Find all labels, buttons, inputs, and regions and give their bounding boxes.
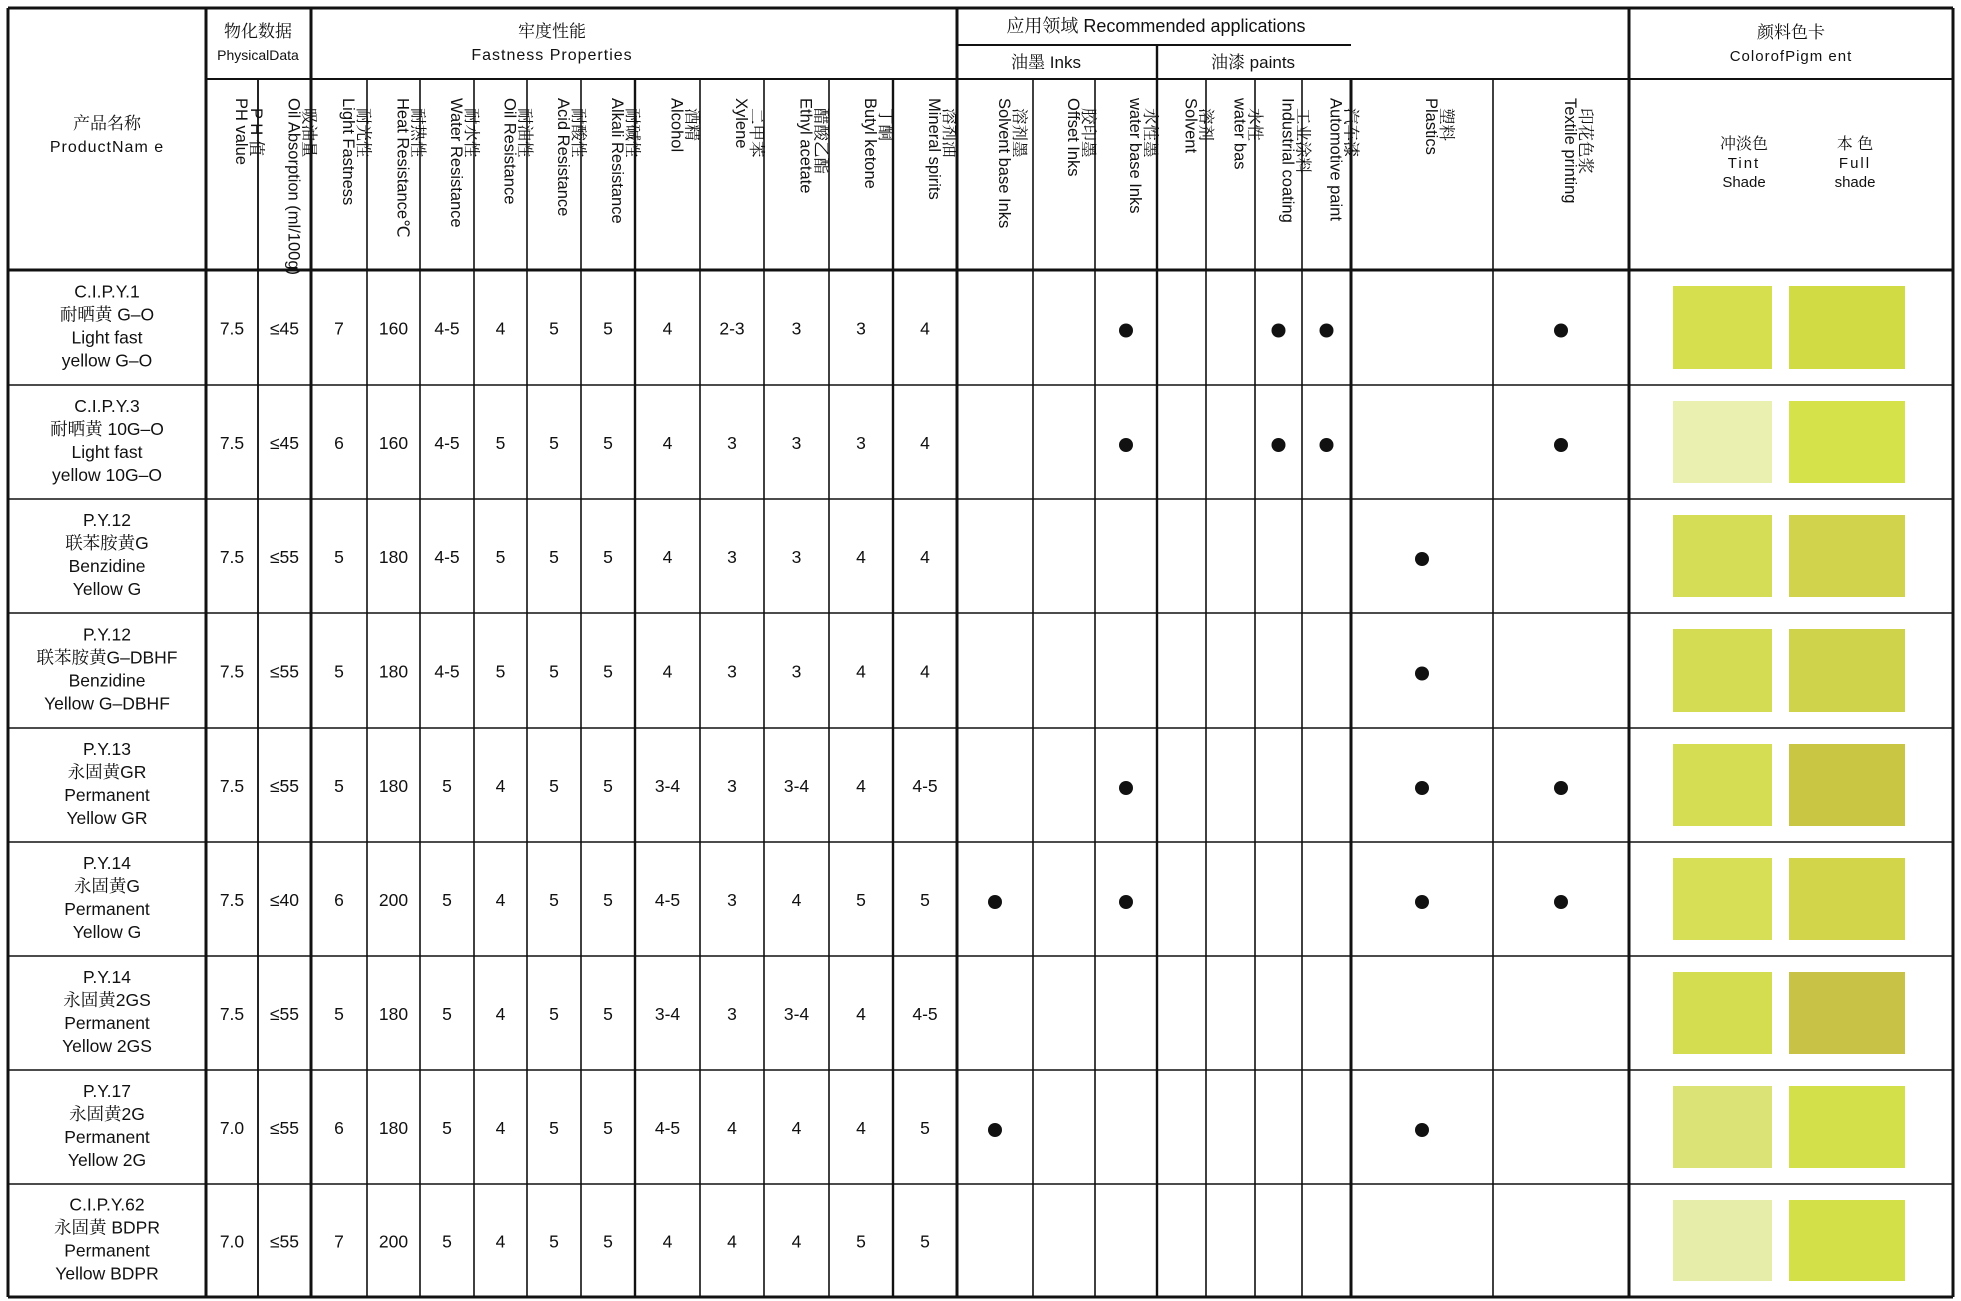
ethyl-header-en: Ethyl acetate (796, 98, 815, 194)
ind-application-dot (1272, 324, 1286, 338)
light-value: 6 (334, 890, 344, 910)
butyl-header-en: Butyl ketone (861, 98, 879, 189)
light-value: 5 (334, 547, 344, 567)
product-name-line: 联苯胺黄G–DBHF (36, 647, 178, 668)
wink-application-dot (1119, 324, 1133, 338)
mineral-value: 4 (920, 433, 930, 453)
product-name-line: Yellow G (72, 579, 142, 599)
auto-application-dot (1320, 324, 1334, 338)
oilres-value: 4 (495, 318, 506, 339)
ind-header-cn: 工业涂料 (1293, 108, 1312, 174)
xylene-value: 2-3 (719, 318, 745, 339)
acid-value: 5 (549, 890, 559, 910)
sink-header-cn: 溶剂墨 (1010, 108, 1028, 158)
solv-header-cn: 溶剂 (1196, 108, 1215, 141)
product-name-line: Yellow G–DBHF (44, 693, 170, 714)
plast-header-en: Plastics (1422, 98, 1440, 155)
auto-header-en: Automotive paint (1326, 98, 1345, 221)
wink-application-dot (1119, 438, 1133, 452)
plast-application-dot (1415, 552, 1429, 566)
ethyl-value: 4 (791, 1231, 802, 1252)
oilres-value: 4 (495, 1118, 506, 1138)
product-name-line: Light fast (71, 327, 143, 348)
heat-value: 180 (378, 776, 409, 796)
alkali-value: 5 (603, 890, 613, 910)
product-name-line: Yellow GR (66, 808, 148, 828)
butyl-value: 4 (856, 661, 866, 682)
alcohol-header-cn: 酒精 (682, 108, 701, 141)
tint-shade-swatch (1673, 1200, 1772, 1281)
text-application-dot (1554, 438, 1568, 452)
full-shade-swatch (1789, 858, 1905, 940)
ethyl-value: 3-4 (783, 1004, 810, 1024)
light-header-cn: 耐光性 (354, 108, 372, 158)
oilres-value: 5 (495, 433, 506, 453)
alkali-value: 5 (603, 1231, 613, 1252)
ethyl-value: 4 (791, 890, 802, 910)
heat-value: 160 (378, 433, 409, 453)
plast-application-dot (1415, 667, 1429, 681)
water-header-cn: 耐水性 (462, 108, 480, 158)
offset-header-cn: 胶印墨 (1079, 108, 1097, 158)
text-header-en: Textile printing (1561, 98, 1579, 204)
alcohol-value: 4 (662, 1231, 673, 1252)
paints-header: 油漆 paints (1210, 53, 1296, 72)
acid-header-en: Acid Resistance (554, 98, 572, 217)
product-name-line: Permanent (64, 1127, 150, 1147)
mineral-value: 4 (920, 318, 930, 339)
tint-shade-swatch (1673, 972, 1772, 1054)
butyl-value: 4 (856, 547, 866, 567)
fastness-header-cn: 牢度性能 (518, 22, 586, 41)
product-name-line: 联苯胺黄G (65, 533, 149, 553)
acid-value: 5 (549, 433, 559, 453)
mineral-value: 5 (920, 890, 930, 910)
oilres-value: 5 (495, 547, 506, 567)
alkali-value: 5 (603, 1004, 613, 1024)
product-name-line: Permanent (64, 899, 150, 919)
sink-application-dot (988, 895, 1002, 909)
solv-header-en: Solvent (1181, 98, 1200, 154)
auto-header-cn: 汽车漆 (1341, 108, 1360, 158)
product-header-en: ProductNam e (49, 139, 165, 156)
acid-value: 5 (549, 1231, 559, 1252)
heat-header-cn: 耐热性 (408, 108, 427, 158)
oil-value: ≤55 (269, 776, 300, 796)
alcohol-value: 4 (662, 547, 673, 567)
oilres-value: 4 (495, 890, 506, 910)
alkali-value: 5 (603, 433, 613, 453)
light-header-en: Light Fastness (339, 98, 357, 206)
mineral-header-en: Mineral spirits (925, 98, 943, 200)
xylene-value: 4 (727, 1118, 737, 1138)
product-name-line: P.Y.12 (82, 624, 132, 645)
light-value: 6 (334, 433, 344, 453)
oil-value: ≤55 (269, 1231, 300, 1252)
full-shade-swatch (1789, 401, 1905, 483)
plast-header-cn: 塑料 (1437, 108, 1455, 141)
product-name-line: Permanent (64, 1240, 150, 1261)
acid-value: 5 (549, 318, 559, 339)
applications-header: 应用领域 Recommended applications (1006, 16, 1306, 36)
ph-value: 7.5 (219, 433, 245, 453)
color-card-header-cn: 颜料色卡 (1757, 23, 1825, 42)
product-name-line: C.I.P.Y.3 (74, 396, 140, 416)
heat-value: 180 (378, 661, 409, 682)
full-header-en2: shade (1834, 174, 1876, 191)
xylene-value: 3 (727, 547, 737, 567)
ph-value: 7.5 (219, 547, 245, 567)
water-value: 4-5 (434, 433, 460, 453)
text-header-cn: 印花色浆 (1576, 108, 1594, 174)
light-value: 7 (334, 318, 344, 339)
ph-value: 7.5 (219, 1004, 245, 1024)
mineral-header-cn: 溶剂油 (940, 108, 958, 158)
product-name-line: Yellow 2G (67, 1150, 147, 1170)
wbas-header-cn: 水性 (1245, 108, 1264, 141)
full-shade-swatch (1789, 1086, 1905, 1168)
light-value: 5 (334, 661, 344, 682)
xylene-header-cn: 二甲苯 (747, 108, 765, 158)
ph-value: 7.5 (219, 776, 245, 796)
oil-value: ≤55 (269, 661, 300, 682)
oil-value: ≤55 (269, 1004, 300, 1024)
inks-header: 油墨 Inks (1011, 53, 1081, 72)
water-value: 4-5 (434, 318, 460, 339)
alcohol-value: 4 (662, 433, 673, 453)
ethyl-value: 3 (791, 661, 802, 682)
product-name-line: Benzidine (68, 556, 146, 576)
wink-application-dot (1119, 895, 1133, 909)
alcohol-header-en: Alcohol (667, 98, 686, 153)
heat-value: 180 (378, 547, 409, 567)
butyl-value: 5 (856, 1231, 866, 1252)
ethyl-value: 3 (791, 547, 802, 567)
tint-header-cn: 冲淡色 (1719, 136, 1769, 153)
oil-value: ≤45 (269, 433, 300, 453)
water-value: 5 (442, 890, 452, 910)
oil-value: ≤55 (269, 547, 300, 567)
alcohol-value: 4-5 (654, 890, 681, 910)
table-row (37, 625, 1905, 714)
xylene-value: 3 (727, 433, 737, 453)
oil-header-en: Oil Absorption (ml/100g) (284, 98, 303, 275)
wink-header-cn: 水性墨 (1141, 108, 1159, 158)
ph-value: 7.5 (219, 661, 245, 682)
acid-header-cn: 耐酸性 (569, 108, 587, 158)
product-name-line: Yellow BDPR (55, 1263, 159, 1284)
tint-shade-swatch (1673, 515, 1772, 597)
product-header-cn: 产品名称 (73, 114, 141, 133)
heat-value: 160 (378, 318, 409, 339)
tint-shade-swatch (1673, 286, 1772, 369)
light-value: 5 (334, 1004, 344, 1024)
xylene-value: 4 (727, 1231, 737, 1252)
product-name-line: P.Y.12 (82, 510, 132, 530)
butyl-value: 4 (856, 1004, 866, 1024)
product-name-line: Light fast (71, 442, 143, 462)
acid-value: 5 (549, 547, 559, 567)
acid-value: 5 (549, 1118, 559, 1138)
sink-application-dot (988, 1123, 1002, 1137)
heat-header-en: Heat Resistance℃ (393, 98, 412, 238)
full-shade-swatch (1789, 1200, 1905, 1281)
table-row (54, 1195, 1905, 1284)
oilres-value: 4 (495, 1004, 506, 1024)
mineral-value: 4 (920, 661, 930, 682)
mineral-value: 4-5 (912, 776, 938, 796)
ethyl-value: 3 (791, 318, 802, 339)
text-application-dot (1554, 781, 1568, 795)
water-value: 4-5 (434, 661, 460, 682)
water-header-en: Water Resistance (447, 98, 465, 228)
wink-application-dot (1119, 781, 1133, 795)
product-name-line: C.I.P.Y.62 (69, 1194, 145, 1215)
product-name-line: yellow 10G–O (52, 465, 162, 485)
table-row (50, 396, 1905, 485)
fastness-header-en: Fastness Properties (471, 47, 633, 64)
product-name-line: P.Y.14 (82, 967, 132, 987)
alcohol-value: 3-4 (654, 776, 681, 796)
full-header-cn: 本 色 (1836, 136, 1874, 153)
plast-application-dot (1415, 1123, 1429, 1137)
alkali-value: 5 (603, 547, 613, 567)
butyl-value: 5 (856, 890, 866, 910)
oilres-value: 4 (495, 776, 506, 796)
alkali-value: 5 (603, 318, 613, 339)
product-name-line: 耐晒黄 G–O (59, 304, 155, 325)
alcohol-value: 4 (662, 661, 673, 682)
product-name-line: Benzidine (68, 670, 146, 691)
water-value: 5 (442, 1004, 452, 1024)
tint-shade-swatch (1673, 744, 1772, 826)
full-shade-swatch (1789, 744, 1905, 826)
xylene-value: 3 (727, 1004, 737, 1024)
light-value: 7 (334, 1231, 344, 1252)
alkali-value: 5 (603, 1118, 613, 1138)
full-header-en: Full (1838, 155, 1872, 172)
product-name-line: P.Y.17 (82, 1081, 132, 1101)
alkali-value: 5 (603, 661, 613, 682)
ethyl-value: 4 (791, 1118, 802, 1138)
heat-value: 180 (378, 1004, 409, 1024)
alcohol-value: 4 (662, 318, 673, 339)
ph-header-cn: P H 值 (247, 108, 265, 157)
product-name-line: 永固黄2G (69, 1104, 145, 1124)
ethyl-header-cn: 醋酸乙酯 (811, 108, 830, 174)
full-shade-swatch (1789, 629, 1905, 712)
product-name-line: P.Y.13 (82, 739, 132, 759)
physical-header-en: PhysicalData (217, 47, 299, 63)
oil-value: ≤40 (269, 890, 300, 910)
ph-value: 7.5 (219, 890, 245, 910)
product-name-line: Permanent (64, 1013, 150, 1033)
product-name-line: yellow G–O (61, 350, 153, 371)
ind-header-en: Industrial coating (1278, 98, 1297, 223)
product-name-line: P.Y.14 (82, 853, 132, 873)
heat-value: 180 (378, 1118, 409, 1138)
tint-header-en: Tint (1727, 155, 1761, 172)
heat-value: 200 (378, 1231, 409, 1252)
full-shade-swatch (1789, 515, 1905, 597)
oil-header-cn: 吸油量 (299, 108, 318, 158)
ph-value: 7.5 (219, 318, 245, 339)
sink-header-en: Solvent base Inks (995, 98, 1013, 229)
ph-value: 7.0 (219, 1231, 245, 1252)
plast-application-dot (1415, 781, 1429, 795)
oil-value: ≤55 (269, 1118, 300, 1138)
tint-shade-swatch (1673, 1086, 1772, 1168)
ethyl-value: 3-4 (783, 776, 810, 796)
butyl-value: 3 (856, 318, 866, 339)
acid-value: 5 (549, 776, 559, 796)
acid-value: 5 (549, 1004, 559, 1024)
ind-application-dot (1272, 438, 1286, 452)
ph-value: 7.0 (219, 1118, 245, 1138)
xylene-value: 3 (727, 776, 737, 796)
wbas-header-en: water bas (1230, 98, 1249, 170)
acid-value: 5 (549, 661, 559, 682)
xylene-header-en: Xylene (732, 98, 750, 149)
butyl-value: 4 (856, 1118, 866, 1138)
product-name-line: Yellow 2GS (62, 1036, 152, 1056)
alcohol-value: 4-5 (654, 1118, 681, 1138)
xylene-value: 3 (727, 890, 737, 910)
full-shade-swatch (1789, 286, 1905, 369)
tint-shade-swatch (1673, 629, 1772, 712)
product-name-line: Permanent (64, 785, 150, 805)
plast-application-dot (1415, 895, 1429, 909)
mineral-value: 5 (920, 1231, 930, 1252)
light-value: 5 (334, 776, 344, 796)
butyl-value: 4 (856, 776, 866, 796)
water-value: 5 (442, 776, 452, 796)
mineral-value: 5 (920, 1118, 930, 1138)
alcohol-value: 3-4 (654, 1004, 681, 1024)
offset-header-en: Offset Inks (1064, 98, 1082, 177)
wink-header-en: water base Inks (1126, 98, 1144, 214)
heat-value: 200 (378, 890, 409, 910)
alkali-header-en: Alkali Resistance (608, 98, 626, 224)
table-header (50, 16, 1876, 275)
oilres-header-en: Oil Resistance (500, 98, 519, 205)
water-value: 5 (442, 1118, 452, 1138)
butyl-header-cn: 丁酮 (876, 108, 894, 141)
physical-header-cn: 物化数据 (224, 22, 292, 41)
product-name-line: C.I.P.Y.1 (74, 281, 140, 302)
mineral-value: 4-5 (912, 1004, 938, 1024)
tint-header-en2: Shade (1722, 174, 1766, 191)
auto-application-dot (1320, 438, 1334, 452)
mineral-value: 4 (920, 547, 930, 567)
oilres-value: 5 (495, 661, 506, 682)
product-name-line: 耐晒黄 10G–O (50, 419, 164, 439)
alkali-value: 5 (603, 776, 613, 796)
water-value: 5 (442, 1231, 452, 1252)
table-body (37, 282, 1905, 1284)
color-card-header-en: ColorofPigm ent (1729, 48, 1853, 65)
xylene-value: 3 (727, 661, 737, 682)
water-value: 4-5 (434, 547, 460, 567)
light-value: 6 (334, 1118, 344, 1138)
text-application-dot (1554, 895, 1568, 909)
tint-shade-swatch (1673, 401, 1772, 483)
product-name-line: Yellow G (72, 922, 142, 942)
ph-header-en: PH value (232, 98, 250, 165)
product-name-line: 永固黄2GS (63, 990, 151, 1010)
product-name-line: 永固黄 BDPR (54, 1217, 160, 1238)
alkali-header-cn: 耐碱性 (623, 108, 641, 158)
butyl-value: 3 (856, 433, 866, 453)
oil-value: ≤45 (269, 318, 300, 339)
full-shade-swatch (1789, 972, 1905, 1054)
product-name-line: 永固黄GR (67, 762, 147, 782)
ethyl-value: 3 (791, 433, 802, 453)
product-name-line: 永固黄G (73, 876, 141, 896)
tint-shade-swatch (1673, 858, 1772, 940)
oilres-value: 4 (495, 1231, 506, 1252)
text-application-dot (1554, 324, 1568, 338)
oilres-header-cn: 耐油性 (515, 108, 534, 158)
